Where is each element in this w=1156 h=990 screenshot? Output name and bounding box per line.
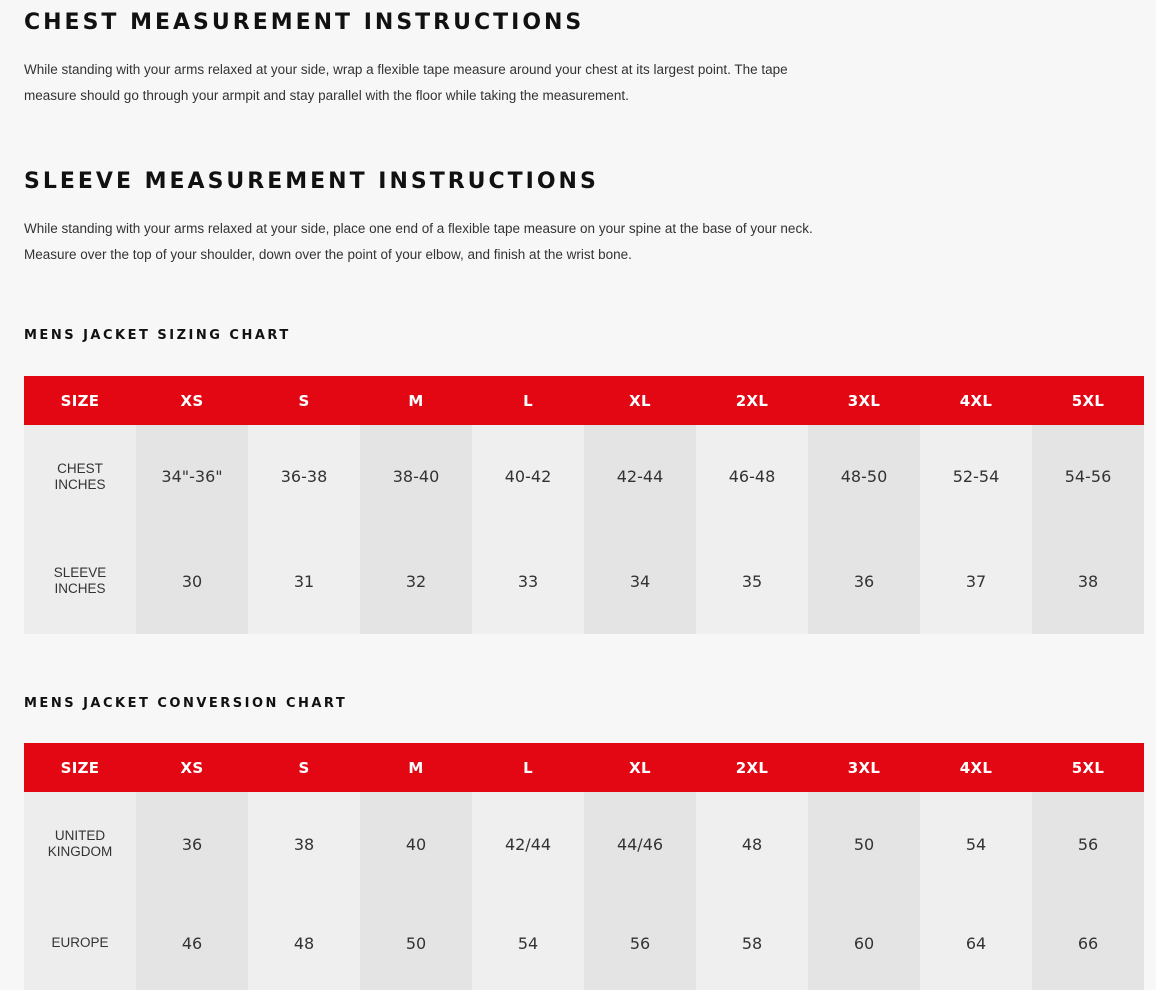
table-cell: 38-40 (360, 425, 472, 528)
table-cell: 42-44 (584, 425, 696, 528)
table-cell: 54 (472, 896, 584, 990)
table-cell: 48-50 (808, 425, 920, 528)
table-cell: 66 (1032, 896, 1144, 990)
header-5xl: 5XL (1032, 376, 1144, 425)
header-l: L (472, 376, 584, 425)
header-m: M (360, 743, 472, 792)
table-cell: 46-48 (696, 425, 808, 528)
table-cell: 38 (1032, 528, 1144, 634)
table-cell: 38 (248, 792, 360, 896)
table-cell: 44/46 (584, 792, 696, 896)
header-xl: XL (584, 376, 696, 425)
header-xs: XS (136, 376, 248, 425)
conversion-chart-header-row (24, 743, 1144, 792)
sizing-chart-header-row (24, 376, 1144, 425)
table-cell: 50 (360, 896, 472, 990)
row-label-chest: CHEST INCHES (24, 425, 136, 528)
table-cell: 48 (248, 896, 360, 990)
table-cell: 54-56 (1032, 425, 1144, 528)
table-cell: 60 (808, 896, 920, 990)
header-xl: XL (584, 743, 696, 792)
header-2xl: 2XL (696, 376, 808, 425)
header-4xl: 4XL (920, 376, 1032, 425)
chest-instructions-section (24, 12, 814, 109)
table-cell: 58 (696, 896, 808, 990)
table-cell: 40-42 (472, 425, 584, 528)
table-cell: 56 (1032, 792, 1144, 896)
table-row (24, 792, 1144, 896)
header-4xl: 4XL (920, 743, 1032, 792)
table-cell: 30 (136, 528, 248, 634)
sleeve-instructions-title: SLEEVE MEASUREMENT INSTRUCTIONS (24, 169, 599, 194)
table-cell: 34"-36" (136, 425, 248, 528)
header-3xl: 3XL (808, 376, 920, 425)
sizing-chart-title: MENS JACKET SIZING CHART (24, 328, 291, 343)
chest-instructions-title: CHEST MEASUREMENT INSTRUCTIONS (24, 10, 585, 35)
sizing-chart-heading (24, 329, 291, 342)
conversion-chart-heading (24, 697, 347, 710)
table-row (24, 896, 1144, 990)
table-cell: 36 (808, 528, 920, 634)
row-label-sleeve: SLEEVE INCHES (24, 528, 136, 634)
header-2xl: 2XL (696, 743, 808, 792)
header-size: SIZE (24, 743, 136, 792)
table-cell: 31 (248, 528, 360, 634)
table-cell: 54 (920, 792, 1032, 896)
table-cell: 32 (360, 528, 472, 634)
table-cell: 52-54 (920, 425, 1032, 528)
table-cell: 36 (136, 792, 248, 896)
header-l: L (472, 743, 584, 792)
table-cell: 40 (360, 792, 472, 896)
header-3xl: 3XL (808, 743, 920, 792)
table-cell: 64 (920, 896, 1032, 990)
sizing-chart-table (24, 376, 1144, 634)
table-cell: 37 (920, 528, 1032, 634)
header-xs: XS (136, 743, 248, 792)
conversion-chart-table (24, 743, 1144, 990)
table-row (24, 528, 1144, 634)
table-cell: 34 (584, 528, 696, 634)
chest-instructions-text: While standing with your arms relaxed at your side, wrap a flexible tape measure around your chest at its largest point. The tape measure should go through your armpit and stay parallel with the floor while taking the measurement. (24, 62, 788, 103)
sleeve-instructions-text: While standing with your arms relaxed at your side, place one end of a flexible tape measure on your spine at the base of your neck. Measure over the top of your shoulder, down over the point of your elbow, and finish at the wrist bone. (24, 221, 813, 262)
sleeve-instructions-section (24, 171, 814, 268)
table-cell: 46 (136, 896, 248, 990)
header-5xl: 5XL (1032, 743, 1144, 792)
header-s: S (248, 376, 360, 425)
table-cell: 42/44 (472, 792, 584, 896)
conversion-chart-title: MENS JACKET CONVERSION CHART (24, 696, 348, 711)
table-cell: 50 (808, 792, 920, 896)
row-label-europe: EUROPE (24, 896, 136, 990)
table-cell: 35 (696, 528, 808, 634)
header-size: SIZE (24, 376, 136, 425)
table-row (24, 425, 1144, 528)
table-cell: 33 (472, 528, 584, 634)
table-cell: 56 (584, 896, 696, 990)
table-cell: 36-38 (248, 425, 360, 528)
header-m: M (360, 376, 472, 425)
table-cell: 48 (696, 792, 808, 896)
header-s: S (248, 743, 360, 792)
row-label-uk: UNITED KINGDOM (24, 792, 136, 896)
